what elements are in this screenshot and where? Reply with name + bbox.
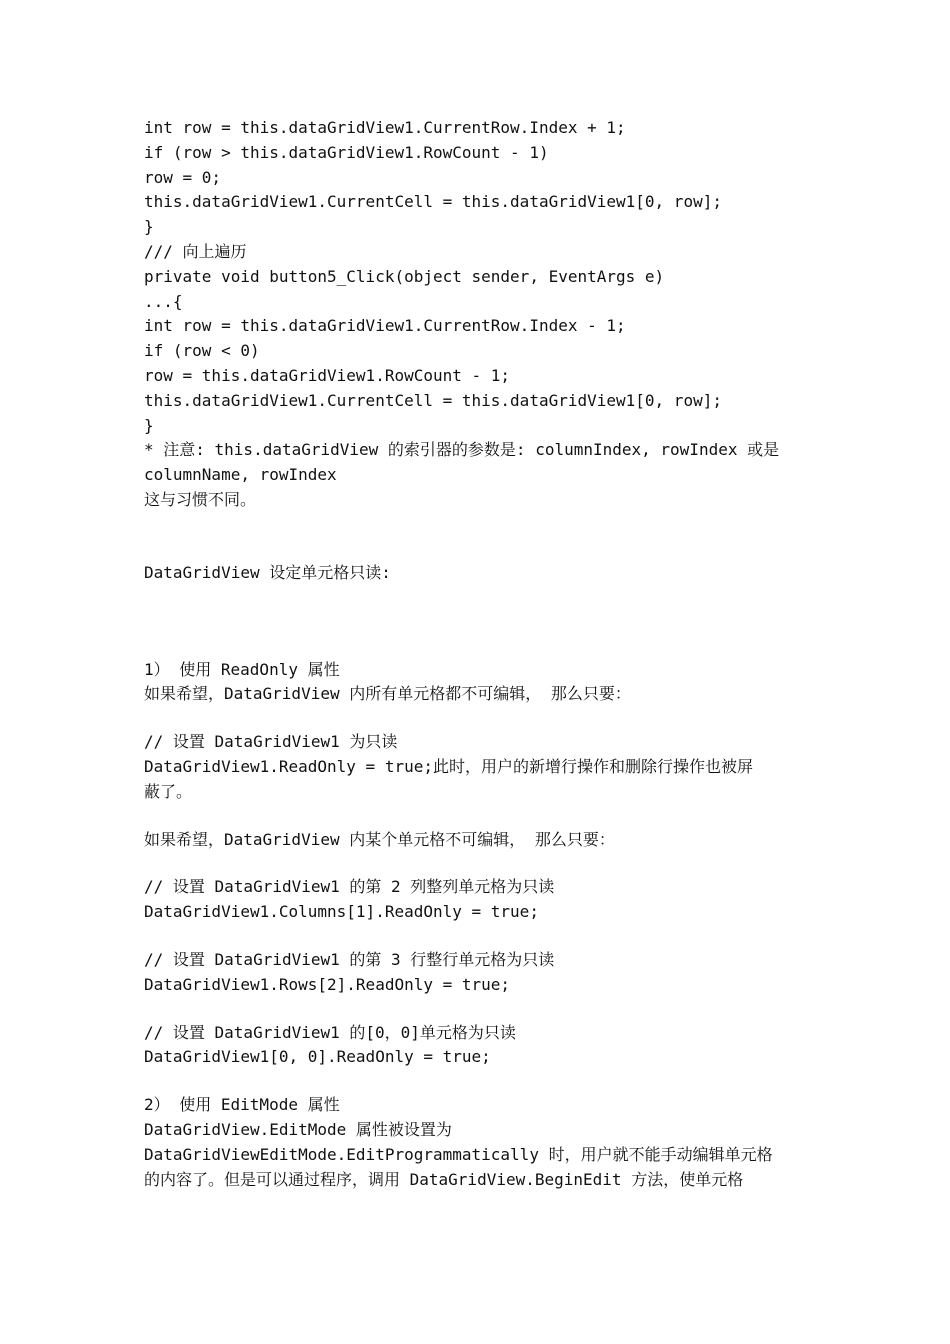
paragraph-row-readonly xyxy=(144,948,814,998)
spacer xyxy=(144,586,814,658)
code-line: int row = this.dataGridView1.CurrentRow.Index - 1; xyxy=(144,316,626,336)
code-line: if (row > this.dataGridView1.RowCount - 1) xyxy=(144,142,549,162)
spacer xyxy=(144,805,814,828)
paragraph-line: DataGridView1.ReadOnly = true;此时，用户的新增行操作和删除行操作也被屏 xyxy=(144,756,753,776)
code-line: int row = this.dataGridView1.CurrentRow.Index + 1; xyxy=(144,118,626,137)
note-line: columnName, rowIndex xyxy=(144,465,337,485)
paragraph-line: 蔽了。 xyxy=(144,781,193,801)
note-line: * 注意: this.dataGridView 的索引器的参数是: columnIndex, rowIndex 或是 xyxy=(144,440,780,460)
paragraph-line: 的内容了。但是可以通过程序，调用 DataGridView.BeginEdit 方法，使单元格 xyxy=(144,1169,744,1189)
spacer xyxy=(144,1070,814,1093)
document-page xyxy=(144,116,814,1192)
paragraph-line: 2） 使用 EditMode 属性 xyxy=(144,1095,340,1115)
code-line: this.dataGridView1.CurrentCell = this.dataGridView1[0, row]; xyxy=(144,390,722,410)
paragraph-readonly-all xyxy=(144,730,814,804)
paragraph-column-readonly xyxy=(144,875,814,925)
code-line: private void button5_Click(object sender, EventArgs e) xyxy=(144,266,665,286)
paragraph-line: 如果希望，DataGridView 内所有单元格都不可编辑， 那么只要： xyxy=(144,684,631,704)
paragraph-line: 1） 使用 ReadOnly 属性 xyxy=(144,659,340,679)
code-line: row = 0; xyxy=(144,167,222,187)
paragraph-line: // 设置 DataGridView1 的第 2 列整列单元格为只读 xyxy=(144,877,555,897)
code-line: if (row < 0) xyxy=(144,341,260,361)
paragraph-single-cell xyxy=(144,828,814,853)
code-line: } xyxy=(144,415,154,435)
spacer xyxy=(144,513,814,561)
paragraph-line: DataGridView1[0, 0].ReadOnly = true; xyxy=(144,1047,491,1067)
paragraph-line: DataGridViewEditMode.EditProgrammatically 时，用户就不能手动编辑单元格 xyxy=(144,1144,773,1164)
spacer xyxy=(144,925,814,948)
paragraph-cell-readonly xyxy=(144,1021,814,1071)
paragraph-line: 如果希望，DataGridView 内某个单元格不可编辑， 那么只要： xyxy=(144,829,615,849)
spacer xyxy=(144,852,814,875)
code-line: this.dataGridView1.CurrentCell = this.dataGridView1[0, row]; xyxy=(144,192,722,212)
code-line: row = this.dataGridView1.RowCount - 1; xyxy=(144,365,511,385)
paragraph-editmode xyxy=(144,1093,814,1192)
paragraph-line: DataGridView1.Rows[2].ReadOnly = true; xyxy=(144,974,511,994)
spacer xyxy=(144,707,814,730)
section-heading: DataGridView 设定单元格只读: xyxy=(144,562,391,582)
code-line: ...{ xyxy=(144,291,183,311)
paragraph-line: DataGridView.EditMode 属性被设置为 xyxy=(144,1119,452,1139)
paragraph-line: // 设置 DataGridView1 的[0，0]单元格为只读 xyxy=(144,1022,516,1042)
paragraph-line: // 设置 DataGridView1 的第 3 行整行单元格为只读 xyxy=(144,949,555,969)
paragraph-line: // 设置 DataGridView1 为只读 xyxy=(144,732,398,752)
code-line: } xyxy=(144,217,154,237)
code-block-navigation xyxy=(144,116,814,513)
paragraph-line: DataGridView1.Columns[1].ReadOnly = true; xyxy=(144,902,539,922)
code-comment: /// 向上遍历 xyxy=(144,241,247,261)
paragraph-readonly-intro xyxy=(144,658,814,708)
note-line: 这与习惯不同。 xyxy=(144,489,257,509)
spacer xyxy=(144,998,814,1021)
